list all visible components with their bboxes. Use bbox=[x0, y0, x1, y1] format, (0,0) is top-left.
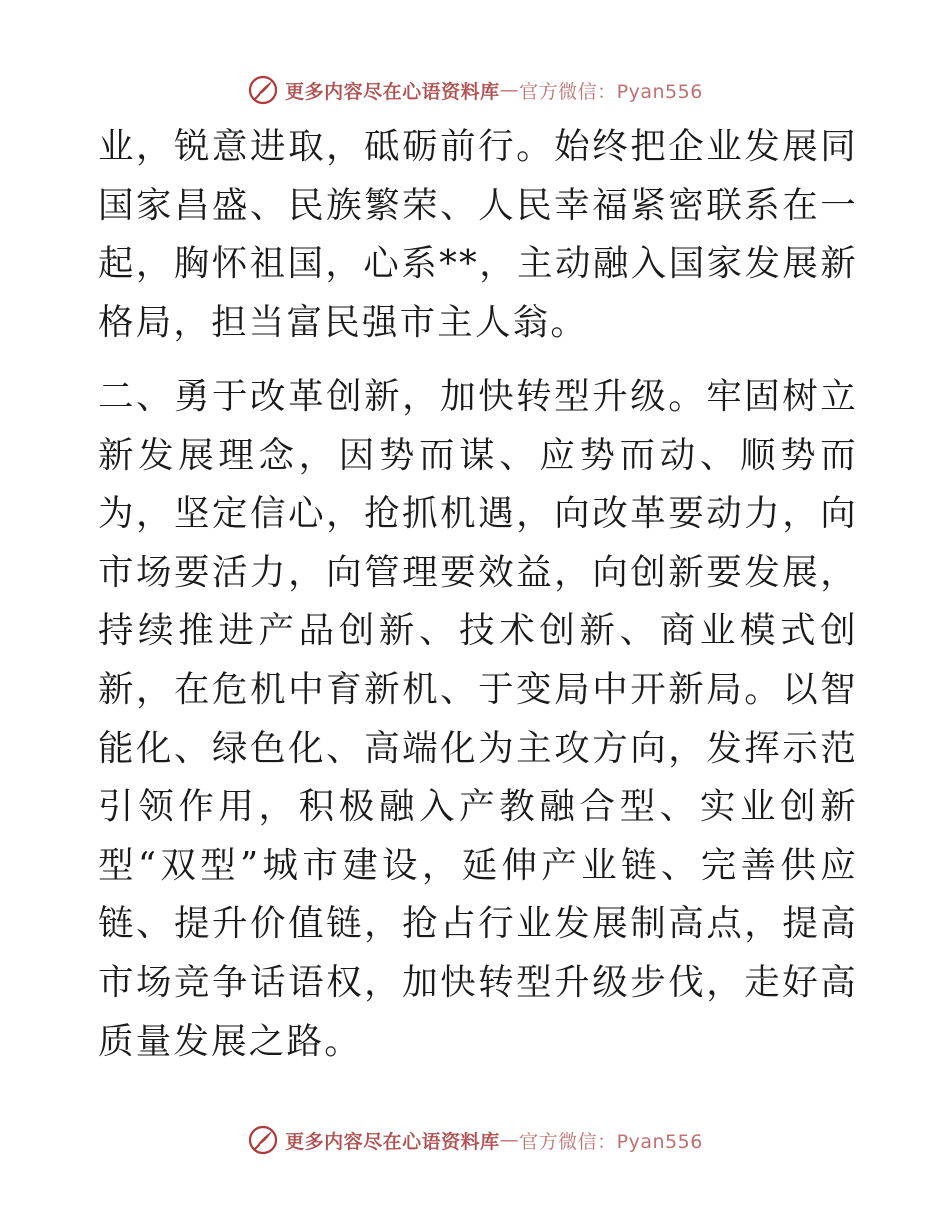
body-paragraph-1: 业，锐意进取，砥砺前行。始终把企业发展同国家昌盛、民族繁荣、人民幸福紧密联系在一起，胸怀祖国，心系**，主动融入国家发展新格局，担当富民强市主人翁。 bbox=[98, 126, 858, 343]
banner-wechat-text: 官方微信：Pyan556 bbox=[519, 1130, 703, 1153]
header-banner bbox=[0, 74, 950, 106]
banner-brand-text: 更多内容尽在心语资料库 bbox=[285, 1130, 500, 1153]
footer-banner bbox=[0, 1124, 950, 1156]
quill-pen-logo-icon bbox=[247, 1124, 279, 1156]
banner-separator: — bbox=[499, 1129, 520, 1151]
banner-brand-text: 更多内容尽在心语资料库 bbox=[285, 80, 500, 103]
banner-separator: — bbox=[499, 79, 520, 101]
body-paragraph-2: 二、勇于改革创新，加快转型升级。牢固树立新发展理念，因势而谋、应势而动、顺势而为，坚定信心，抢抓机遇，向改革要动力，向市场要活力，向管理要效益，向创新要发展，持续推进产品创新、技术创新、商业模式创新，在危机中育新机、于变局中开新局。以智能化、绿色化、高端化为主攻方向，发挥示范引领作用，积极融入产教融合型、实业创新型“双型”城市建设，延伸产业链、完善供应链、提升价值链，抢占行业发展制高点，提高市场竞争话语权，加快转型升级步伐，走好高质量发展之路。 bbox=[98, 376, 858, 1062]
banner-wechat-text: 官方微信：Pyan556 bbox=[519, 80, 703, 103]
quill-pen-logo-icon bbox=[247, 74, 279, 106]
